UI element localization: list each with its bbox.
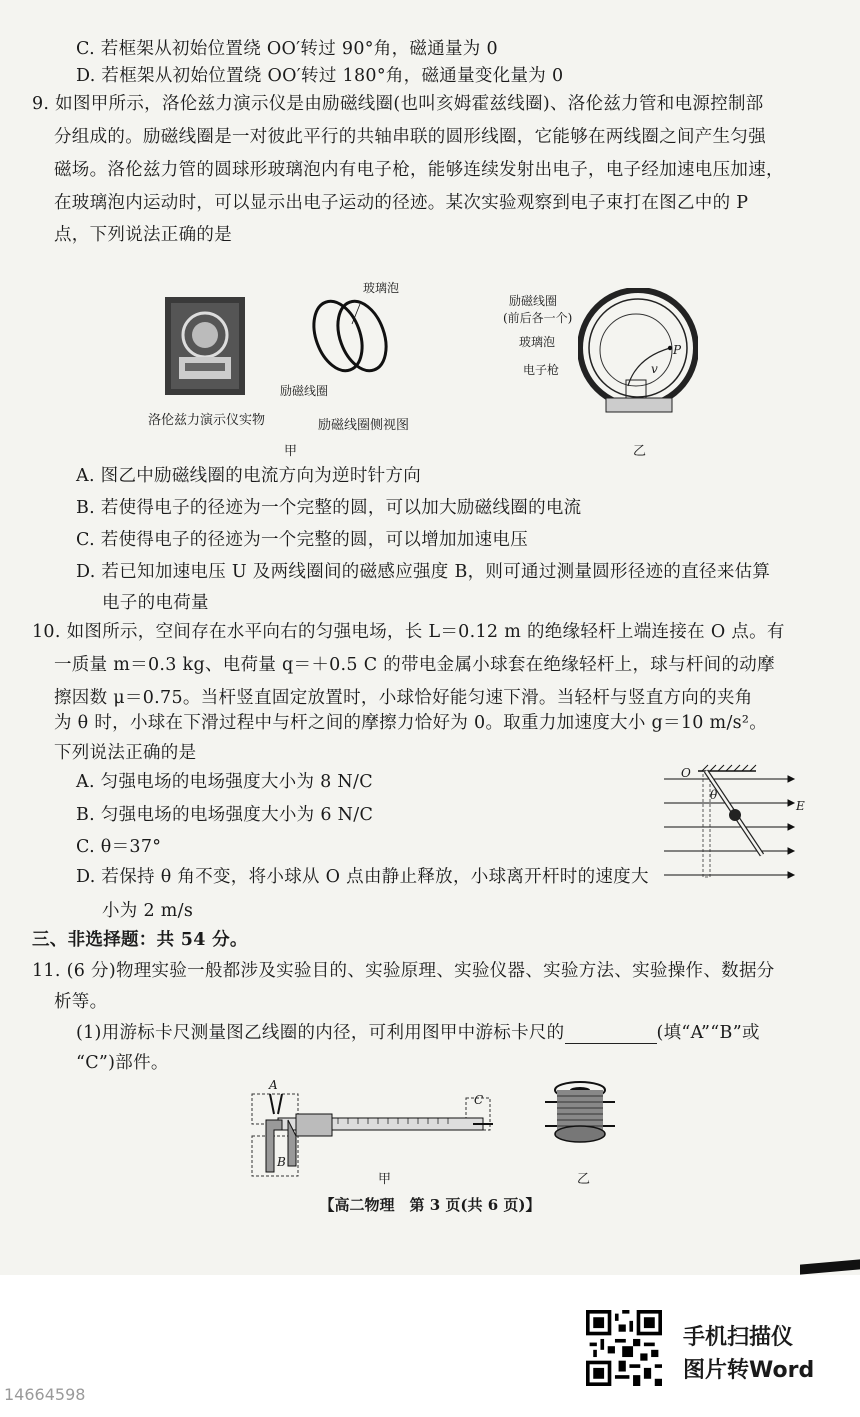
section-three-heading: 三、非选择题：共 54 分。 [32,930,248,950]
promo-line-2: 图片转Word [683,1358,815,1383]
yi-bulb-label: 玻璃泡 [519,335,556,349]
lorentz-apparatus-photo [165,297,245,395]
q10-stem-line: 10. 如图所示，空间存在水平向右的匀强电场，长 L＝0.12 m 的绝缘轻杆上端连接在 O 点。有 [32,622,785,642]
yi-coil-label: 励磁线圈 [509,294,558,308]
part-c-label: C [474,1093,484,1107]
answer-blank[interactable] [565,1027,657,1044]
q9-stem-line: 9. 如图甲所示，洛伦兹力演示仪是由励磁线圈(也叫亥姆霍兹线圈)、洛伦兹力管和电源控制部 [32,94,764,114]
photo-caption: 洛伦兹力演示仪实物 [148,413,266,428]
promo-line-1: 手机扫描仪 [683,1325,794,1350]
coil-label: 励磁线圈 [280,384,329,398]
q11-sub1-hint: (填“A”“B”或 [656,1023,760,1043]
yi-gun-label: 电子枪 [523,363,560,377]
figure-yi-label: 乙 [633,444,647,459]
q10-stem-line: 为 θ 时，小球在下滑过程中与杆之间的摩擦力恰好为 0。取重力加速度大小 g＝10 m/s²。 [54,713,768,733]
qr-code-icon[interactable] [586,1310,662,1386]
q10-option-b: B. 匀强电场的电场强度大小为 6 N/C [76,805,374,825]
field-e-label: E [796,799,805,813]
q9-stem-line: 在玻璃泡内运动时，可以显示出电子运动的径迹。某次实验观察到电子束打在图乙中的 P [54,193,749,213]
q11-sub1 [76,1022,760,1044]
velocity-label: v [651,362,658,376]
q10-option-d: D. 若保持 θ 角不变，将小球从 O 点由静止释放，小球离开杆时的速度大 [76,867,649,887]
q8-option-d: D. 若框架从初始位置绕 OO′转过 180°角，磁通量变化量为 0 [76,66,564,86]
q9-option-a: A. 图乙中励磁线圈的电流方向为逆时针方向 [76,466,422,486]
q11-stem-line: 11. (6 分)物理实验一般都涉及实验目的、实验原理、实验仪器、实验方法、实验操作、数据分 [32,961,775,981]
part-b-label: B [277,1155,286,1169]
coil-caption: 励磁线圈侧视图 [318,418,410,433]
q10-stem-line: 擦因数 μ＝0.75。当杆竖直固定放置时，小球恰好能匀速下滑。当轻杆与竖直方向的夹角 [54,688,753,708]
figure-jia-label-q11: 甲 [378,1172,392,1187]
glass-bulb-label: 玻璃泡 [363,281,400,295]
theta-label: θ [710,788,718,802]
figure-yi-label-q11: 乙 [577,1172,591,1187]
q9-stem-line: 分组成的。励磁线圈是一对彼此平行的共轴串联的圆形线圈，它能够在两线圈之间产生匀强 [54,127,766,147]
q10-option-d-cont: 小为 2 m/s [102,901,194,921]
q11-sub1-text: (1)用游标卡尺测量图乙线圈的内径，可利用图甲中游标卡尺的 [76,1023,565,1043]
q9-option-d: D. 若已知加速电压 U 及两线圈间的磁感应强度 B，则可通过测量圆形径迹的直径来估算 [76,562,771,582]
q11-stem-line: 析等。 [54,992,108,1012]
yi-coil-note: (前后各一个) [503,311,573,325]
q9-option-c: C. 若使得电子的径迹为一个完整的圆，可以增加加速电压 [76,530,528,550]
q8-option-c: C. 若框架从初始位置绕 OO′转过 90°角，磁通量为 0 [76,39,498,59]
document-id: 14664598 [4,1385,86,1404]
figure-jia-label: 甲 [284,444,298,459]
coil-diagram [545,1078,615,1146]
q10-field-diagram [664,763,804,887]
q9-option-b: B. 若使得电子的径迹为一个完整的圆，可以加大励磁线圈的电流 [76,498,582,518]
q9-stem-line: 磁场。洛伦兹力管的圆球形玻璃泡内有电子枪，能够连续发射出电子，电子经加速电压加速， [54,160,784,180]
q10-option-a: A. 匀强电场的电场强度大小为 8 N/C [76,772,373,792]
part-a-label: A [269,1078,278,1092]
q10-option-c: C. θ＝37° [76,837,162,857]
q10-stem-line: 下列说法正确的是 [54,743,197,763]
q11-sub1-cont: “C”)部件。 [76,1053,169,1073]
page-footer: 【高二物理 第 3 页(共 6 页)】 [319,1196,541,1214]
q10-stem-line: 一质量 m＝0.3 kg、电荷量 q＝＋0.5 C 的带电金属小球套在绝缘轻杆上，球与杆间的动摩 [54,655,775,675]
q9-option-d-cont: 电子的电荷量 [102,593,209,613]
q9-stem-line: 点，下列说法正确的是 [54,225,232,245]
coil-side-view [300,296,400,376]
point-p-label: P [673,343,682,357]
point-o-label: O [681,766,691,780]
